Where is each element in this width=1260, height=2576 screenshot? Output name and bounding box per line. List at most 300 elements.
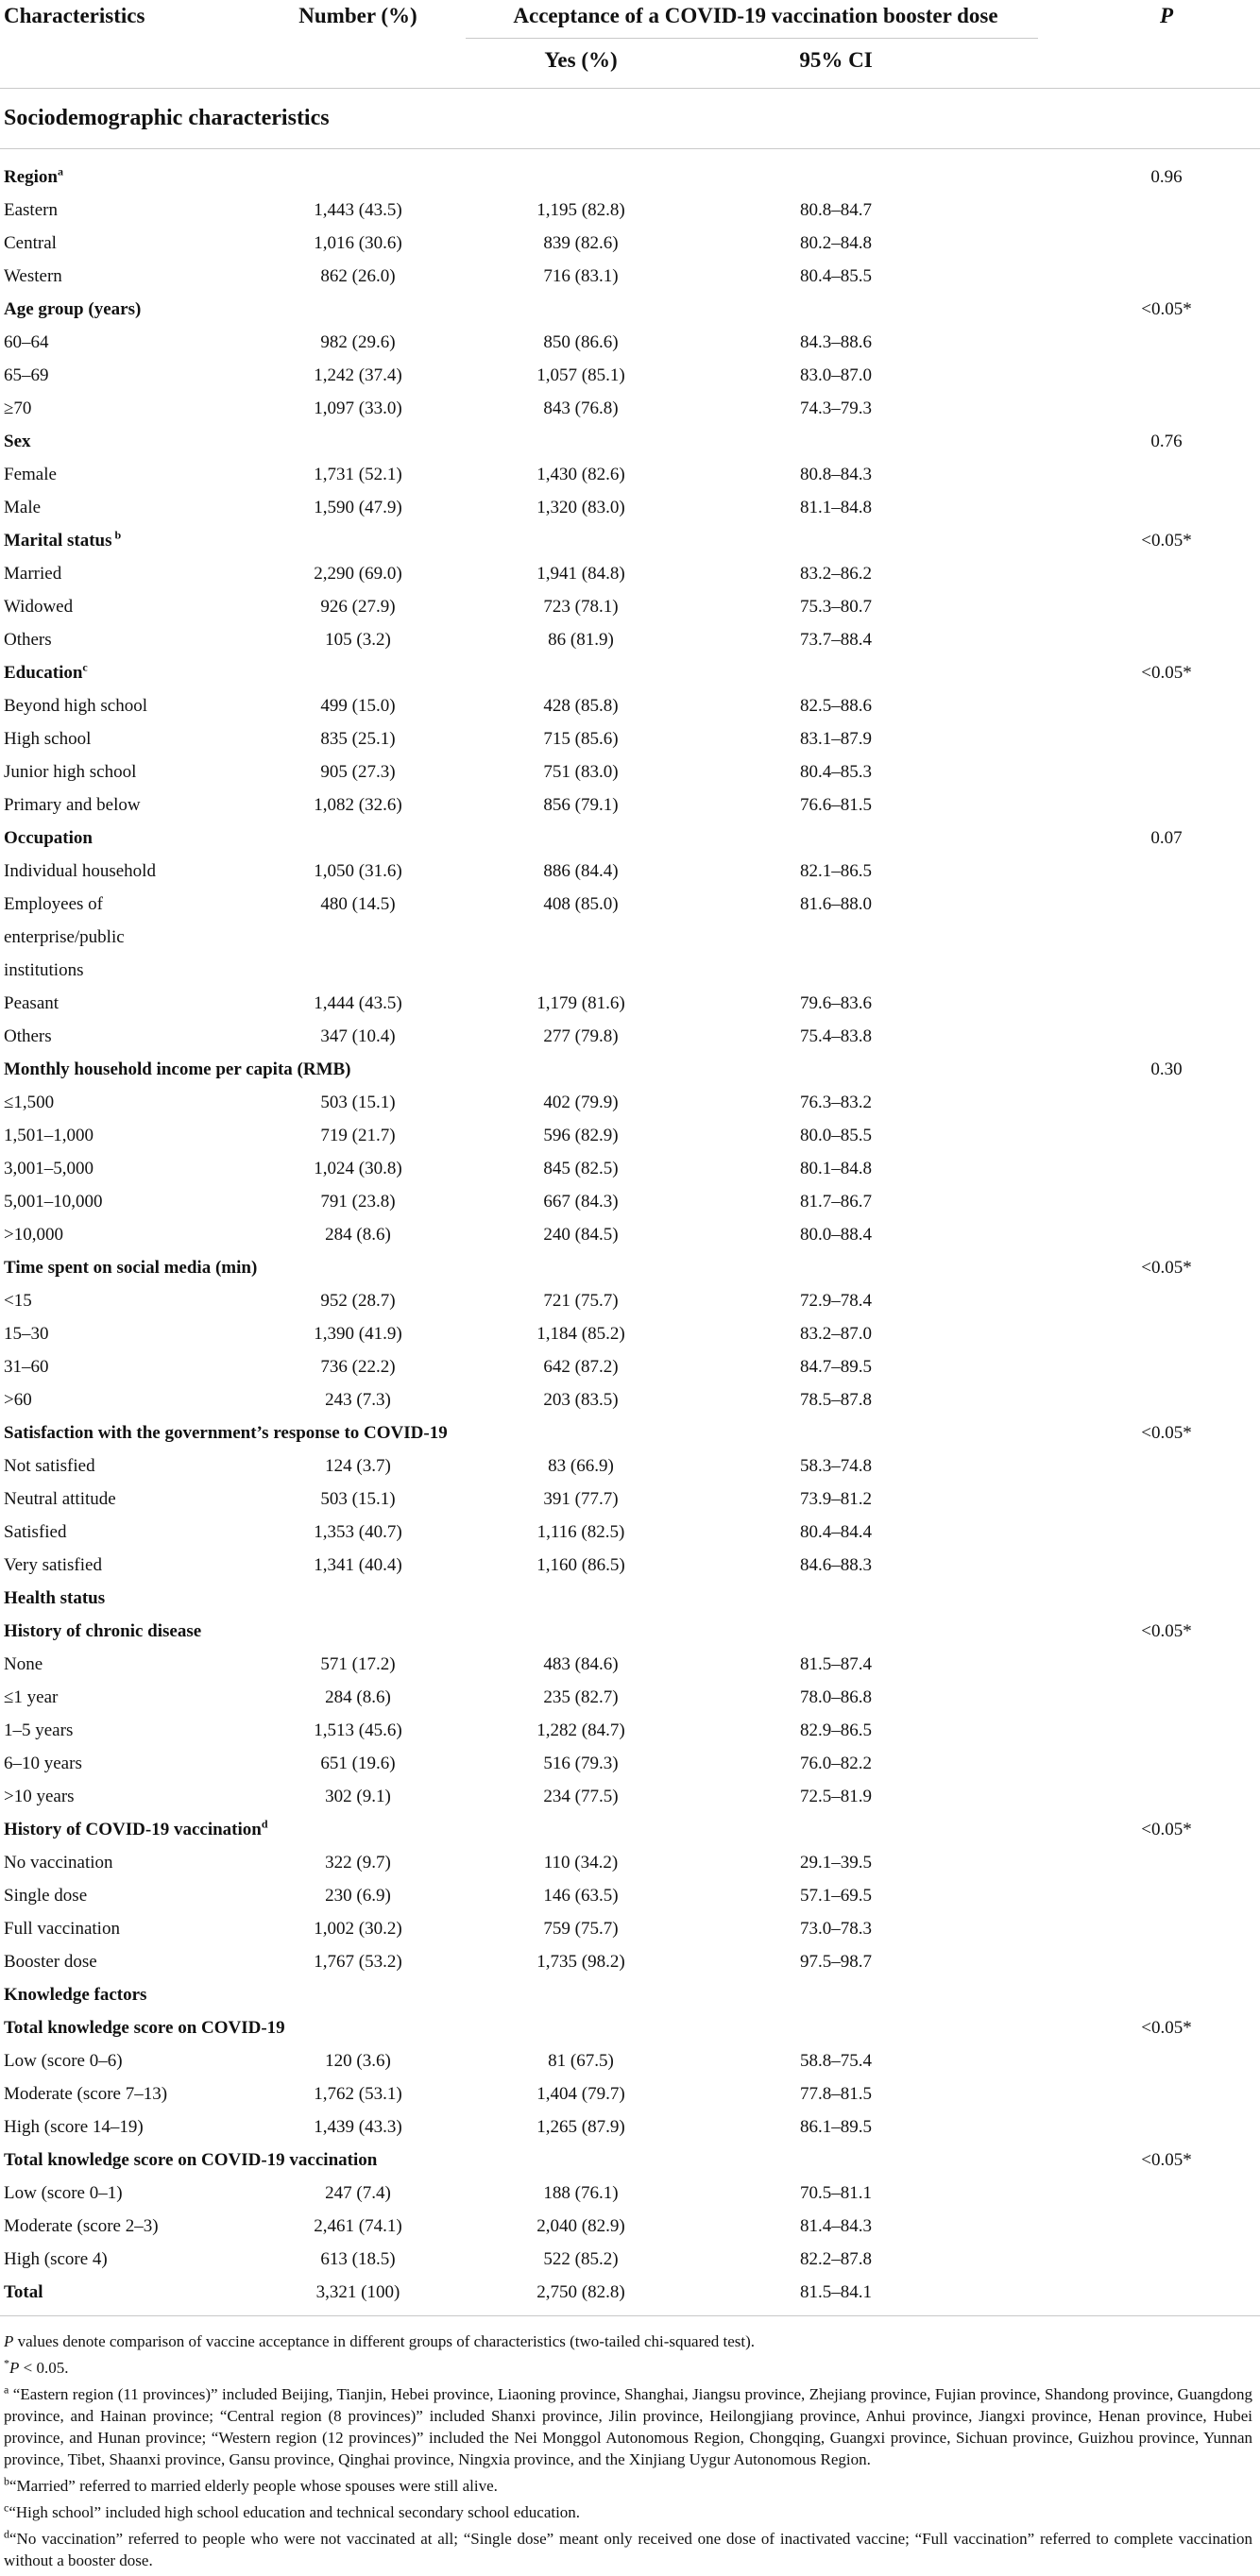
row-number: 613 (18.5) <box>320 2249 396 2269</box>
row-yes: 83 (66.9) <box>548 1456 614 1476</box>
row-label-text: Total knowledge score on COVID-19 vaccination <box>4 2150 378 2170</box>
row-label <box>4 1780 75 1813</box>
row-label <box>4 1813 268 1846</box>
row-ci: 84.6–88.3 <box>800 1555 872 1575</box>
row-label-text: ≥70 <box>4 398 32 418</box>
footnote-d-mark: d <box>4 2527 9 2541</box>
row-label-text: Education <box>4 663 83 683</box>
row-yes: 516 (79.3) <box>543 1754 619 1773</box>
row-number: 1,590 (47.9) <box>314 498 402 517</box>
row-label-text: Satisfaction with the government’s response to COVID-19 <box>4 1423 448 1443</box>
row-yes: 234 (77.5) <box>543 1787 619 1806</box>
header-p: P <box>1159 4 1174 27</box>
row-label-text: Employees of enterprise/public institutions <box>4 894 125 980</box>
row-label <box>4 1053 351 1086</box>
row-label-text: High (score 4) <box>4 2249 108 2269</box>
row-yes: 235 (82.7) <box>543 1687 619 1707</box>
table-row <box>0 557 1260 590</box>
row-label <box>4 524 121 557</box>
row-label-text: 65–69 <box>4 365 49 385</box>
table-row <box>0 1185 1260 1218</box>
row-label <box>4 2177 123 2210</box>
table-row <box>0 392 1260 425</box>
row-yes: 1,057 (85.1) <box>536 365 625 385</box>
header-yes: Yes (%) <box>544 48 618 72</box>
row-label <box>4 1218 63 1251</box>
row-p-value: <0.05* <box>1141 2018 1192 2038</box>
row-yes: 408 (85.0) <box>543 894 619 914</box>
table-row <box>0 2210 1260 2243</box>
row-label <box>4 1449 95 1483</box>
row-ci: 80.8–84.7 <box>800 200 872 220</box>
table-row <box>0 1879 1260 1912</box>
row-label-text: Very satisfied <box>4 1555 102 1575</box>
table-row <box>0 1449 1260 1483</box>
row-number: 503 (15.1) <box>320 1093 396 1112</box>
row-label <box>4 326 49 359</box>
header-acceptance: Acceptance of a COVID-19 vaccination booster dose <box>513 4 998 27</box>
row-label-text: Monthly household income per capita (RMB) <box>4 1059 351 1079</box>
row-ci: 80.4–85.5 <box>800 266 872 286</box>
row-ci: 72.5–81.9 <box>800 1787 872 1806</box>
row-ci: 80.8–84.3 <box>800 465 872 484</box>
row-label-text: >10,000 <box>4 1225 63 1245</box>
row-number: 1,024 (30.8) <box>314 1159 402 1178</box>
row-label-text: History of chronic disease <box>4 1621 202 1641</box>
row-label-text: Sex <box>4 432 31 451</box>
row-ci: 75.3–80.7 <box>800 597 872 617</box>
row-number: 1,353 (40.7) <box>314 1522 402 1542</box>
row-number: 1,767 (53.2) <box>314 1952 402 1972</box>
table-row <box>0 1350 1260 1383</box>
row-yes: 667 (84.3) <box>543 1192 619 1212</box>
table-row <box>0 788 1260 822</box>
row-label <box>4 293 141 326</box>
row-number: 230 (6.9) <box>325 1886 391 1906</box>
table-row <box>0 1648 1260 1681</box>
table-group-header <box>0 2144 1260 2177</box>
row-label <box>4 689 147 722</box>
row-ci: 76.3–83.2 <box>800 1093 872 1112</box>
row-yes: 277 (79.8) <box>543 1026 619 1046</box>
row-label <box>4 755 136 788</box>
footnote-p-values <box>4 2330 1252 2352</box>
table-row <box>0 1714 1260 1747</box>
row-number: 926 (27.9) <box>320 597 396 617</box>
row-label <box>4 987 59 1020</box>
footnote-star <box>4 2357 1252 2379</box>
row-number: 3,321 (100) <box>315 2282 400 2302</box>
row-label <box>4 623 52 656</box>
table-row <box>0 1020 1260 1053</box>
section-rule <box>0 148 1260 149</box>
row-yes: 642 (87.2) <box>543 1357 619 1377</box>
row-yes: 751 (83.0) <box>543 762 619 782</box>
footnote-c-mark: c <box>4 2500 9 2515</box>
row-label <box>4 1086 54 1119</box>
row-number: 480 (14.5) <box>320 894 396 914</box>
row-label <box>4 1383 32 1416</box>
row-label <box>4 2077 167 2110</box>
row-label-text: 15–30 <box>4 1324 49 1344</box>
table-group-header <box>0 2011 1260 2044</box>
row-label <box>4 194 58 227</box>
table-row <box>0 1780 1260 1813</box>
footnote-marker: b <box>111 528 122 542</box>
row-label-text: Neutral attitude <box>4 1489 116 1509</box>
row-ci: 81.7–86.7 <box>800 1192 872 1212</box>
table-row <box>0 260 1260 293</box>
row-ci: 79.6–83.6 <box>800 993 872 1013</box>
row-yes: 843 (76.8) <box>543 398 619 418</box>
row-p-value: 0.30 <box>1150 1059 1183 1079</box>
header-ci: 95% CI <box>799 48 873 72</box>
row-label <box>4 227 57 260</box>
row-label <box>4 260 62 293</box>
row-label <box>4 1284 32 1317</box>
row-p-value: 0.76 <box>1150 432 1183 451</box>
row-label <box>4 359 49 392</box>
row-label-text: Beyond high school <box>4 696 147 716</box>
table-row <box>0 194 1260 227</box>
table-row <box>0 1284 1260 1317</box>
row-label-text: Female <box>4 465 57 484</box>
row-label <box>4 161 63 194</box>
row-label <box>4 1747 82 1780</box>
row-label <box>4 557 61 590</box>
table-group-header <box>0 1582 1260 1615</box>
table-row <box>0 1516 1260 1549</box>
header-characteristics: Characteristics <box>4 4 145 27</box>
row-label <box>4 1350 49 1383</box>
row-label-text: Primary and below <box>4 795 141 815</box>
row-label <box>4 656 88 689</box>
row-yes: 188 (76.1) <box>543 2183 619 2203</box>
table-group-header <box>0 1251 1260 1284</box>
row-number: 862 (26.0) <box>320 266 396 286</box>
row-label-text: Marital status <box>4 531 112 551</box>
row-label <box>4 722 91 755</box>
row-label <box>4 1119 94 1152</box>
table-group-header <box>0 161 1260 194</box>
row-yes: 146 (63.5) <box>543 1886 619 1906</box>
row-label-text: 60–64 <box>4 332 49 352</box>
row-p-value: <0.05* <box>1141 1820 1192 1839</box>
row-number: 347 (10.4) <box>320 1026 396 1046</box>
row-label-text: Western <box>4 266 62 286</box>
row-label-text: Central <box>4 233 57 253</box>
row-ci: 84.3–88.6 <box>800 332 872 352</box>
row-label-text: Moderate (score 2–3) <box>4 2216 159 2236</box>
row-label <box>4 392 31 425</box>
header-divider <box>466 38 1038 39</box>
row-label <box>4 2243 108 2276</box>
row-number: 905 (27.3) <box>320 762 396 782</box>
row-number: 1,444 (43.5) <box>314 993 402 1013</box>
row-yes: 596 (82.9) <box>543 1126 619 1145</box>
row-yes: 1,320 (83.0) <box>536 498 625 517</box>
row-label-text: 3,001–5,000 <box>4 1159 94 1178</box>
row-number: 651 (19.6) <box>320 1754 396 1773</box>
row-label-text: 31–60 <box>4 1357 49 1377</box>
row-yes: 1,404 (79.7) <box>536 2084 625 2104</box>
table-row <box>0 1119 1260 1152</box>
row-label-text: Married <box>4 564 62 584</box>
row-yes: 1,430 (82.6) <box>536 465 625 484</box>
table-group-header <box>0 1978 1260 2011</box>
row-ci: 80.4–85.3 <box>800 762 872 782</box>
row-number: 1,016 (30.6) <box>314 233 402 253</box>
row-yes: 1,941 (84.8) <box>536 564 625 584</box>
footnote-d <box>4 2528 1252 2571</box>
row-p-value: <0.05* <box>1141 531 1192 551</box>
row-label <box>4 1483 116 1516</box>
row-number: 105 (3.2) <box>325 630 391 650</box>
row-label-text: High (score 14–19) <box>4 2117 144 2137</box>
row-yes: 1,265 (87.9) <box>536 2117 625 2137</box>
row-number: 1,443 (43.5) <box>314 200 402 220</box>
footnote-a-mark: a <box>4 2382 9 2397</box>
row-label <box>4 1879 87 1912</box>
row-number: 952 (28.7) <box>320 1291 396 1311</box>
row-label <box>4 1681 58 1714</box>
row-yes: 402 (79.9) <box>543 1093 619 1112</box>
row-ci: 80.4–84.4 <box>800 1522 872 1542</box>
row-label-text: Booster dose <box>4 1952 97 1972</box>
row-label <box>4 1846 113 1879</box>
row-ci: 83.1–87.9 <box>800 729 872 749</box>
row-yes: 723 (78.1) <box>543 597 619 617</box>
row-label <box>4 855 156 888</box>
row-yes: 240 (84.5) <box>543 1225 619 1245</box>
row-label-text: None <box>4 1654 43 1674</box>
table-row <box>0 1086 1260 1119</box>
footnote-marker: a <box>58 164 63 178</box>
row-ci: 81.4–84.3 <box>800 2216 872 2236</box>
header-bottom-rule <box>0 88 1260 89</box>
row-number: 284 (8.6) <box>325 1225 391 1245</box>
footnote-b-text: “Married” referred to married elderly people whose spouses were still alive. <box>9 2477 498 2495</box>
row-number: 124 (3.7) <box>325 1456 391 1476</box>
row-ci: 80.1–84.8 <box>800 1159 872 1178</box>
table-row <box>0 1383 1260 1416</box>
table-header <box>0 0 1260 89</box>
footnote-marker: d <box>261 1817 268 1831</box>
row-number: 243 (7.3) <box>325 1390 391 1410</box>
row-number: 736 (22.2) <box>320 1357 396 1377</box>
table-row <box>0 2177 1260 2210</box>
row-label-text: Others <box>4 630 52 650</box>
row-yes: 721 (75.7) <box>543 1291 619 1311</box>
row-number: 719 (21.7) <box>320 1126 396 1145</box>
table-row <box>0 1483 1260 1516</box>
row-label-text: Knowledge factors <box>4 1985 147 2005</box>
table-group-header <box>0 656 1260 689</box>
table-row <box>0 722 1260 755</box>
row-ci: 97.5–98.7 <box>800 1952 872 1972</box>
row-label-text: Low (score 0–6) <box>4 2051 123 2071</box>
row-label <box>4 590 73 623</box>
row-label-text: Junior high school <box>4 762 137 782</box>
table-group-header <box>0 1615 1260 1648</box>
row-ci: 80.2–84.8 <box>800 233 872 253</box>
footnote-p-symbol: P <box>4 2332 14 2350</box>
row-label-text: Low (score 0–1) <box>4 2183 123 2203</box>
table-group-header <box>0 822 1260 855</box>
row-ci: 80.0–85.5 <box>800 1126 872 1145</box>
row-label <box>4 1185 103 1218</box>
row-p-value: <0.05* <box>1141 663 1192 683</box>
table-group-header <box>0 425 1260 458</box>
row-label-text: Not satisfied <box>4 1456 95 1476</box>
row-ci: 80.0–88.4 <box>800 1225 872 1245</box>
row-yes: 759 (75.7) <box>543 1919 619 1939</box>
table-bottom-rule <box>0 2315 1260 2316</box>
row-label-text: Time spent on social media (min) <box>4 1258 258 1278</box>
row-ci: 84.7–89.5 <box>800 1357 872 1377</box>
row-yes: 203 (83.5) <box>543 1390 619 1410</box>
row-ci: 73.9–81.2 <box>800 1489 872 1509</box>
footnotes <box>4 2330 1252 2576</box>
row-ci: 73.7–88.4 <box>800 630 872 650</box>
table-row <box>0 1846 1260 1879</box>
table-row <box>0 2044 1260 2077</box>
table-row <box>0 1317 1260 1350</box>
row-ci: 73.0–78.3 <box>800 1919 872 1939</box>
table-row <box>0 623 1260 656</box>
row-label-text: Full vaccination <box>4 1919 120 1939</box>
row-label-text: >60 <box>4 1390 32 1410</box>
row-label <box>4 822 93 855</box>
row-label-text: <15 <box>4 1291 32 1311</box>
row-label-text: 5,001–10,000 <box>4 1192 103 1212</box>
row-number: 835 (25.1) <box>320 729 396 749</box>
table-row <box>0 1681 1260 1714</box>
row-ci: 76.0–82.2 <box>800 1754 872 1773</box>
row-yes: 1,282 (84.7) <box>536 1720 625 1740</box>
row-label <box>4 2110 144 2144</box>
row-p-value: <0.05* <box>1141 1258 1192 1278</box>
row-label <box>4 2044 123 2077</box>
row-yes: 2,040 (82.9) <box>536 2216 625 2236</box>
table-row <box>0 987 1260 1020</box>
row-label-text: High school <box>4 729 92 749</box>
row-number: 302 (9.1) <box>325 1787 391 1806</box>
row-number: 1,731 (52.1) <box>314 465 402 484</box>
row-label-text: History of COVID-19 vaccination <box>4 1820 262 1839</box>
row-label-text: Total knowledge score on COVID-19 <box>4 2018 285 2038</box>
row-number: 247 (7.4) <box>325 2183 391 2203</box>
row-yes: 110 (34.2) <box>543 1853 619 1873</box>
row-label <box>4 2210 159 2243</box>
row-label-text: >10 years <box>4 1787 75 1806</box>
table-row <box>0 2077 1260 2110</box>
row-label <box>4 1516 67 1549</box>
row-yes: 81 (67.5) <box>548 2051 614 2071</box>
table-group-header <box>0 1053 1260 1086</box>
table-row <box>0 326 1260 359</box>
row-yes: 839 (82.6) <box>543 233 619 253</box>
row-label <box>4 458 57 491</box>
table-row <box>0 359 1260 392</box>
row-yes: 1,179 (81.6) <box>536 993 625 1013</box>
row-label <box>4 1549 102 1582</box>
footnote-b <box>4 2475 1252 2497</box>
row-p-value: 0.96 <box>1150 167 1183 187</box>
row-ci: 86.1–89.5 <box>800 2117 872 2137</box>
row-label <box>4 1582 105 1615</box>
row-label-text: Occupation <box>4 828 93 848</box>
row-yes: 522 (85.2) <box>543 2249 619 2269</box>
row-label-text: No vaccination <box>4 1853 113 1873</box>
table-row <box>0 1152 1260 1185</box>
table-row <box>0 2243 1260 2276</box>
table-group-header <box>0 524 1260 557</box>
table-group-header <box>0 1416 1260 1449</box>
table-group-header <box>0 1813 1260 1846</box>
row-yes: 1,735 (98.2) <box>536 1952 625 1972</box>
row-ci: 78.5–87.8 <box>800 1390 872 1410</box>
row-yes: 850 (86.6) <box>543 332 619 352</box>
row-number: 982 (29.6) <box>320 332 396 352</box>
row-p-value: <0.05* <box>1141 299 1192 319</box>
row-label-text: Single dose <box>4 1886 88 1906</box>
row-ci: 82.1–86.5 <box>800 861 872 881</box>
row-number: 2,290 (69.0) <box>314 564 402 584</box>
row-number: 571 (17.2) <box>320 1654 396 1674</box>
row-yes: 1,184 (85.2) <box>536 1324 625 1344</box>
row-number: 1,341 (40.4) <box>314 1555 402 1575</box>
row-yes: 845 (82.5) <box>543 1159 619 1178</box>
row-yes: 1,160 (86.5) <box>536 1555 625 1575</box>
row-label <box>4 425 31 458</box>
row-ci: 75.4–83.8 <box>800 1026 872 1046</box>
row-ci: 83.0–87.0 <box>800 365 872 385</box>
row-ci: 81.5–84.1 <box>800 2282 872 2302</box>
row-ci: 29.1–39.5 <box>800 1853 872 1873</box>
row-yes: 391 (77.7) <box>543 1489 619 1509</box>
row-yes: 1,195 (82.8) <box>536 200 625 220</box>
row-yes: 86 (81.9) <box>548 630 614 650</box>
row-label <box>4 1945 97 1978</box>
table-row <box>0 1747 1260 1780</box>
row-label <box>4 491 41 524</box>
table-row <box>0 1218 1260 1251</box>
row-ci: 81.1–84.8 <box>800 498 872 517</box>
row-number: 1,242 (37.4) <box>314 365 402 385</box>
row-number: 1,390 (41.9) <box>314 1324 402 1344</box>
row-number: 1,002 (30.2) <box>314 1919 402 1939</box>
table-body <box>0 161 1260 2309</box>
row-label <box>4 1020 52 1053</box>
row-number: 1,762 (53.1) <box>314 2084 402 2104</box>
row-yes: 856 (79.1) <box>543 795 619 815</box>
row-ci: 70.5–81.1 <box>800 2183 872 2203</box>
header-number: Number (%) <box>298 4 417 27</box>
footnote-d-text: “No vaccination” referred to people who were not vaccinated at all; “Single dose” meant only received one dose of inactivated vaccine; “Full vaccination” referred to complete vaccination without a booster dose. <box>4 2530 1252 2569</box>
row-p-value: 0.07 <box>1150 828 1183 848</box>
footnote-star-mark: * <box>4 2356 9 2370</box>
row-p-value: <0.05* <box>1141 2150 1192 2170</box>
row-label <box>4 2276 43 2309</box>
row-number: 2,461 (74.1) <box>314 2216 402 2236</box>
row-label <box>4 1912 120 1945</box>
row-label <box>4 1978 146 2011</box>
row-number: 1,082 (32.6) <box>314 795 402 815</box>
row-yes: 483 (84.6) <box>543 1654 619 1674</box>
footnote-marker: c <box>82 660 88 674</box>
table-row <box>0 2110 1260 2144</box>
